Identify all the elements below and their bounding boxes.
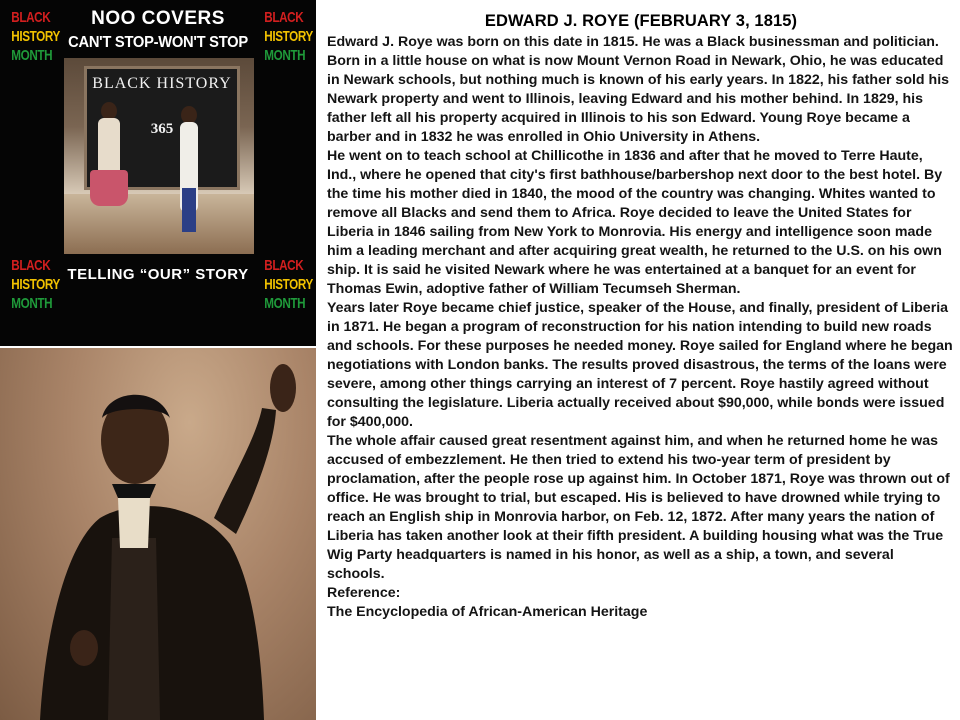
reference-label: Reference: (327, 585, 401, 601)
black-history-month-badge: BLACK HISTORY MONTH (11, 9, 60, 64)
poster-tagline: TELLING “OUR” STORY (67, 266, 249, 283)
black-history-month-badge: BLACK HISTORY MONTH (264, 9, 313, 64)
figure-left-skirt (90, 170, 128, 206)
portrait-illustration (0, 348, 316, 720)
article-paragraph: The whole affair caused great resentment against him, and when he returned home he was accused of embezzlement. He then tried to extend his two-year term of president by proclamation, after the people rose up against him. In October 1871, Roye was thrown out of office. He was brought to trial, but escaped. His is believed to have drowned while trying to reach an English ship in Monrovia harbor, on Feb. 12, 1872. After many years the nation of Liberia has taken another look at their fifth president. A building housing what was the True Wig Party headquarters is named in his honor, as well as a ship, a town, and several schools. (327, 433, 950, 582)
figure-right-legs (182, 188, 196, 232)
poster-headline: NOO COVERS (91, 8, 225, 29)
article-paragraph: Years later Roye became chief justice, speaker of the House, and finally, president of Liberia in 1871. He began a program of reconstruction for his nation intending to build new roads and schools. For these purposes he needed money. Roye sailed for England where he began negotiations with London banks. The results proved disastrous, the terms of the loans were severe, among other things carrying an interest of 7 percent. Roye hastily agreed without consulting the legislature. Liberia actually received about $90,000, while bonds were issued for $400,000. (327, 300, 953, 430)
reference-source: The Encyclopedia of African-American Heritage (327, 604, 648, 620)
black-history-month-badge: BLACK HISTORY MONTH (11, 257, 60, 312)
article-title: EDWARD J. ROYE (FEBRUARY 3, 1815) (484, 12, 798, 30)
black-history-poster (0, 0, 316, 346)
edward-roye-portrait (0, 348, 316, 720)
poster-subheadline: CAN'T STOP-WON'T STOP (68, 34, 248, 51)
article-paragraph: Edward J. Roye was born on this date in 1815. He was a Black businessman and politician. (327, 34, 939, 50)
chalkboard-number: 365 (150, 121, 174, 137)
chalkboard-painting (64, 58, 254, 254)
article-paragraph: Born in a little house on what is now Mount Vernon Road in Newark, Ohio, he was educated in Newark schools, but nothing much is known of his early years. In 1822, his father sold his Newark property and went to Illinois, leaving Edward and his mother behind. In 1829, his father left all his property acquired in Illinois to his son Edward. Young Roye became a barber and in 1832 he was enrolled in Ohio University in Athens. (327, 53, 950, 145)
article (327, 10, 955, 622)
chalkboard-title: BLACK HISTORY (92, 75, 232, 92)
black-history-month-badge: BLACK HISTORY MONTH (264, 257, 313, 312)
article-paragraph: He went on to teach school at Chillicothe in 1836 and after that he moved to Terre Haute, Ind., where he opened that city's first bathhouse/barbershop next door to the best hotel. By the time his mother died in 1840, the mood of the country was changing. Whites wanted to remove all Blacks and send them to Africa. Roye decided to leave the United States for Liberia in 1846 sailing from New York to Monrovia. His energy and intelligence soon made him a leading merchant and after acquiring great wealth, he returned to the U.S. on his own ship. It is said he visited Newark where he was entertained at a banquet for an event for Thomas Ewin, adoptive father of William Tecumseh Sherman. (327, 148, 943, 297)
